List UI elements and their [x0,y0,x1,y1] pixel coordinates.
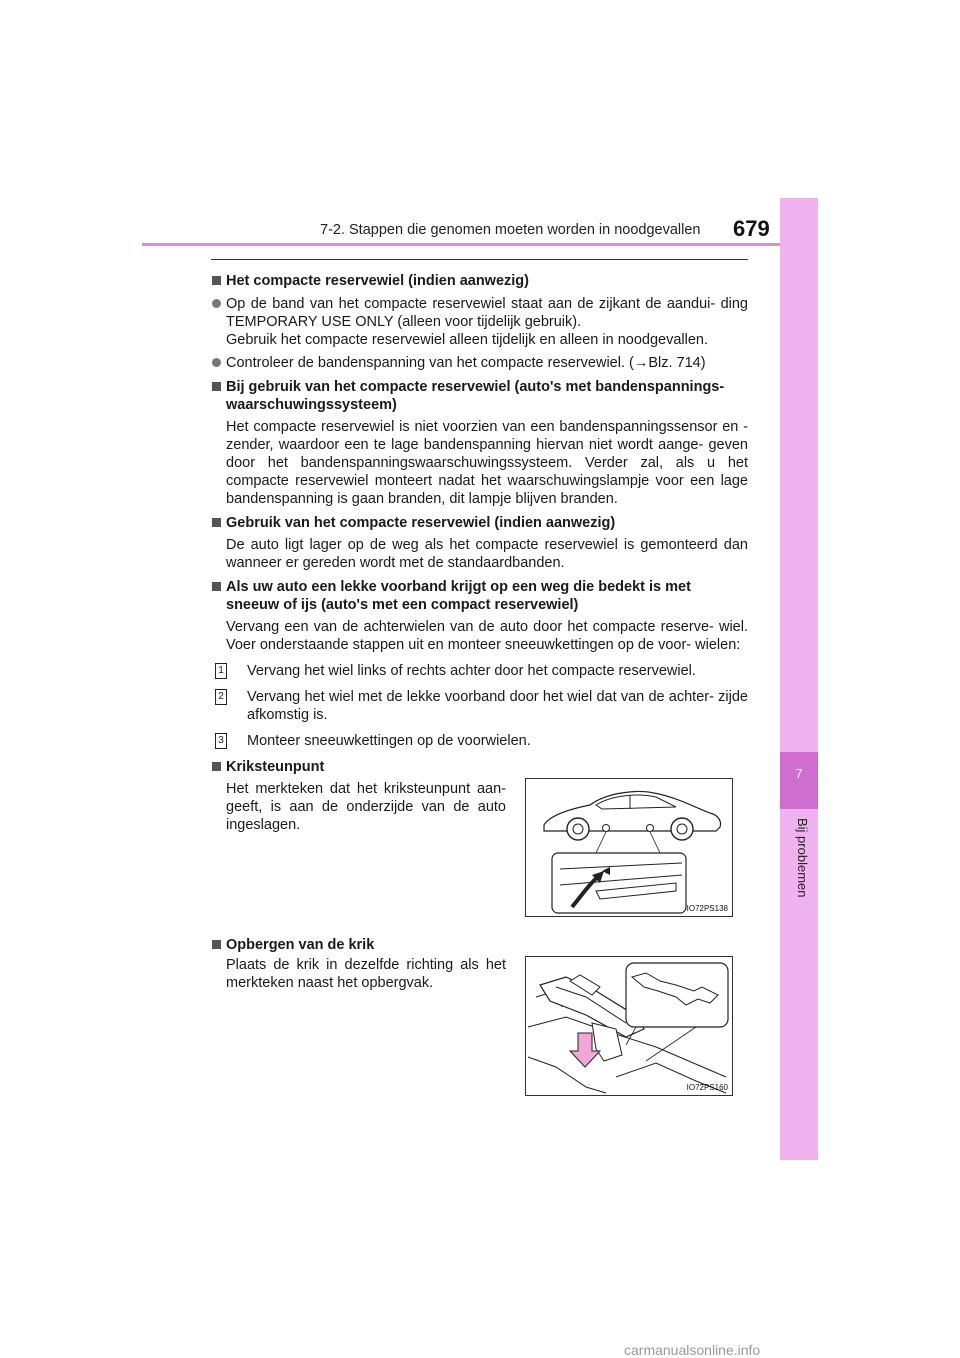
chapter-sidebar [780,198,818,1160]
car-jack-point-illustration [526,779,732,916]
step-text: Vervang het wiel met de lekke voorband door het wiel dat van de achter- zijde afkomstig is. [247,689,748,723]
step-item [211,688,748,724]
running-header-title: 7-2. Stappen die genomen moeten worden in noodgevallen [320,222,701,238]
figure-code: IO72PS160 [686,1083,728,1092]
paragraph-snow: Vervang een van de achterwielen van de auto door het compacte reserve- wiel. Voer onderstaande stappen uit en monteer sneeuwkettingen op de voor- wielen: [226,619,748,653]
footer-watermark[interactable]: carmanualsonline.info [624,1342,761,1358]
step-number: 1 [215,663,227,679]
step-text: Monteer sneeuwkettingen op de voorwielen. [247,733,531,749]
figure-jack-point [525,778,733,917]
paragraph-jack-storage: Plaats de krik in dezelfde richting als het merkteken naast het opbergvak. [226,957,506,991]
step-number: 3 [215,733,227,749]
step-number: 2 [215,689,227,705]
bullet-check-pressure: Controleer de bandenspanning van het compacte reservewiel. (→Blz. 714) [211,354,748,372]
section-heading-tpms: Bij gebruik van het compacte reservewiel (auto's met bandenspannings- waarschuwingssysteem) [211,378,748,414]
paragraph-usage: De auto ligt lager op de weg als het compacte reservewiel is gemonteerd dan wanneer er gereden wordt met de standaardbanden. [226,537,748,571]
main-content [211,266,748,776]
section-heading-compact-spare: Het compacte reservewiel (indien aanwezig) [211,272,748,290]
section-heading-usage: Gebruik van het compacte reservewiel (indien aanwezig) [211,514,748,532]
bullet-temporary-use [211,295,748,349]
section-heading-snow: Als uw auto een lekke voorband krijgt op een weg die bedekt is met sneeuw of ijs (auto's met een compact reservewiel) [211,578,748,614]
figure-jack-storage [525,956,733,1096]
page-number: 679 [733,216,770,241]
step-text: Vervang het wiel links of rechts achter door het compacte reservewiel. [247,663,696,679]
section-heading-jack-storage: Opbergen van de krik [211,936,763,954]
section-heading-jack-point: Kriksteunpunt [211,758,748,776]
paragraph-tpms: Het compacte reservewiel is niet voorzien van een bandenspanningssensor en -zender, waardoor een te lage bandenspanning hiervan niet wordt aange- geven door het bandenspanningswaarschuwingssysteem. Verder zal, als u het compacte reservewiel monteert nadat het waarschuwingslampje voor een lage bandenspanning is gaan branden, dit lampje blijven branden. [226,419,748,507]
figure-code: IO72PS138 [686,904,728,913]
paragraph-jack-point: Het merkteken dat het kriksteunpunt aan- geeft, is aan de onderzijde van de auto ingeslagen. [226,781,506,833]
section-top-rule [211,259,748,260]
jack-storage-illustration [526,957,732,1095]
chapter-number: 7 [795,766,803,781]
step-item [211,662,748,680]
header-divider [142,243,818,246]
bullet-text: Op de band van het compacte reservewiel staat aan de zijkant de aandui- ding TEMPORARY USE ONLY (alleen voor tijdelijk gebruik). [226,296,748,330]
bullet-text-line2: Gebruik het compacte reservewiel alleen tijdelijk en alleen in noodgevallen. [226,332,709,348]
chapter-label: Bij problemen [795,818,810,898]
step-item [211,732,748,750]
